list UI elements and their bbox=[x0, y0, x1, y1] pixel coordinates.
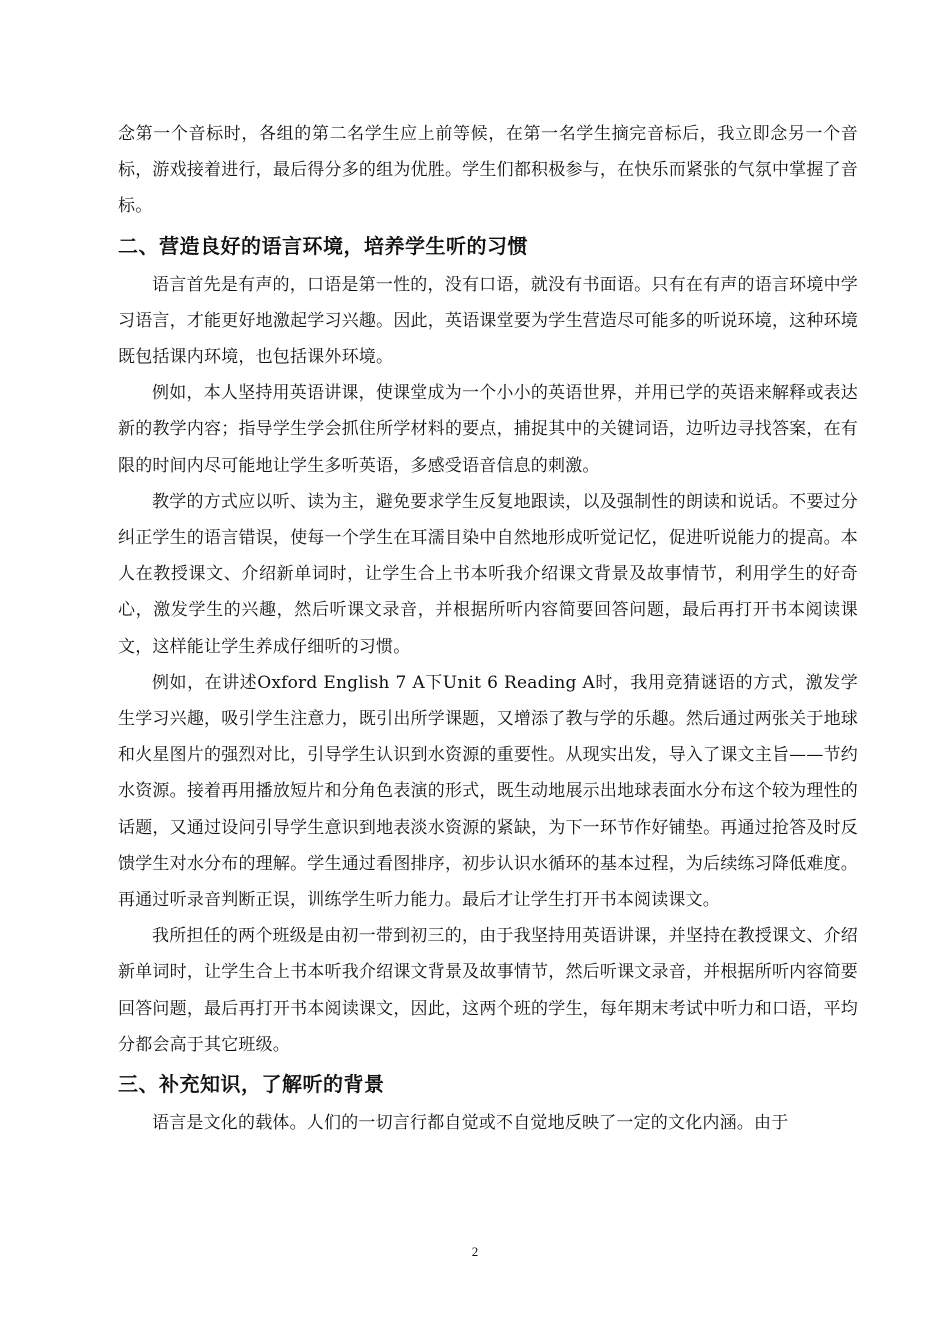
paragraph: 教学的方式应以听、读为主，避免要求学生反复地跟读，以及强制性的朗读和说话。不要过分纠正学生的语言错误，使每一个学生在耳濡目染中自然地形成听觉记忆，促进听说能力的提高。本人在教授课文、介绍新单词时，让学生合上书本听我介绍课文背景及故事情节，利用学生的好奇心，激发学生的兴趣，然后听课文录音，并根据所听内容简要回答问题，最后再打开书本阅读课文，这样能让学生养成仔细听的习惯。 bbox=[118, 491, 858, 657]
paragraph-continuation: 念第一个音标时，各组的第二名学生应上前等候，在第一名学生摘完音标后，我立即念另一个音标，游戏接着进行，最后得分多的组为优胜。学生们都积极参与，在快乐而紧张的气氛中掌握了音标。 bbox=[118, 124, 858, 217]
paragraph: 例如，本人坚持用英语讲课，使课堂成为一个小小的英语世界，并用已学的英语来解释或表达新的教学内容；指导学生学会抓住所学材料的要点，捕捉其中的关键词语，边听边寻找答案，在有限的时间内尽可能地让学生多听英语，多感受语音信息的刺激。 bbox=[118, 383, 858, 476]
paragraph: 语言首先是有声的，口语是第一性的，没有口语，就没有书面语。只有在有声的语言环境中学习语言，才能更好地激起学习兴趣。因此，英语课堂要为学生营造尽可能多的听说环境，这种环境既包括课内环境，也包括课外环境。 bbox=[118, 274, 858, 368]
page-number: 2 bbox=[471, 1244, 479, 1259]
section-heading-3: 三、补充知识，了解听的背景 bbox=[118, 1072, 385, 1097]
document-body bbox=[118, 116, 858, 1141]
section-heading-2: 二、营造良好的语言环境，培养学生听的习惯 bbox=[118, 233, 528, 258]
paragraph: 例如，在讲述Oxford English 7 A下Unit 6 Reading A时，我用竞猜谜语的方式，激发学生学习兴趣，吸引学生注意力，既引出所学课题，又增添了教与学的乐趣。然后通过两张关于地球和火星图片的强烈对比，引导学生认识到水资源的重要性。从现实出发，导入了课文主旨——节约水资源。接着再用播放短片和分角色表演的形式，既生动地展示出地球表面水分布这个较为理性的话题，又通过设问引导学生意识到地表淡水资源的紧缺，为下一环节作好铺垫。再通过抢答及时反馈学生对水分布的理解。学生通过看图排序，初步认识水循环的基本过程，为后续练习降低难度。再通过听录音判断正误，训练学生听力能力。最后才让学生打开书本阅读课文。 bbox=[118, 672, 858, 911]
paragraph: 语言是文化的载体。人们的一切言行都自觉或不自觉地反映了一定的文化内涵。由于 bbox=[152, 1113, 789, 1134]
paragraph: 我所担任的两个班级是由初一带到初三的，由于我坚持用英语讲课，并坚持在教授课文、介绍新单词时，让学生合上书本听我介绍课文背景及故事情节，然后听课文录音，并根据所听内容简要回答问题，最后再打开书本阅读课文，因此，这两个班的学生，每年期末考试中听力和口语，平均分都会高于其它班级。 bbox=[118, 926, 858, 1055]
